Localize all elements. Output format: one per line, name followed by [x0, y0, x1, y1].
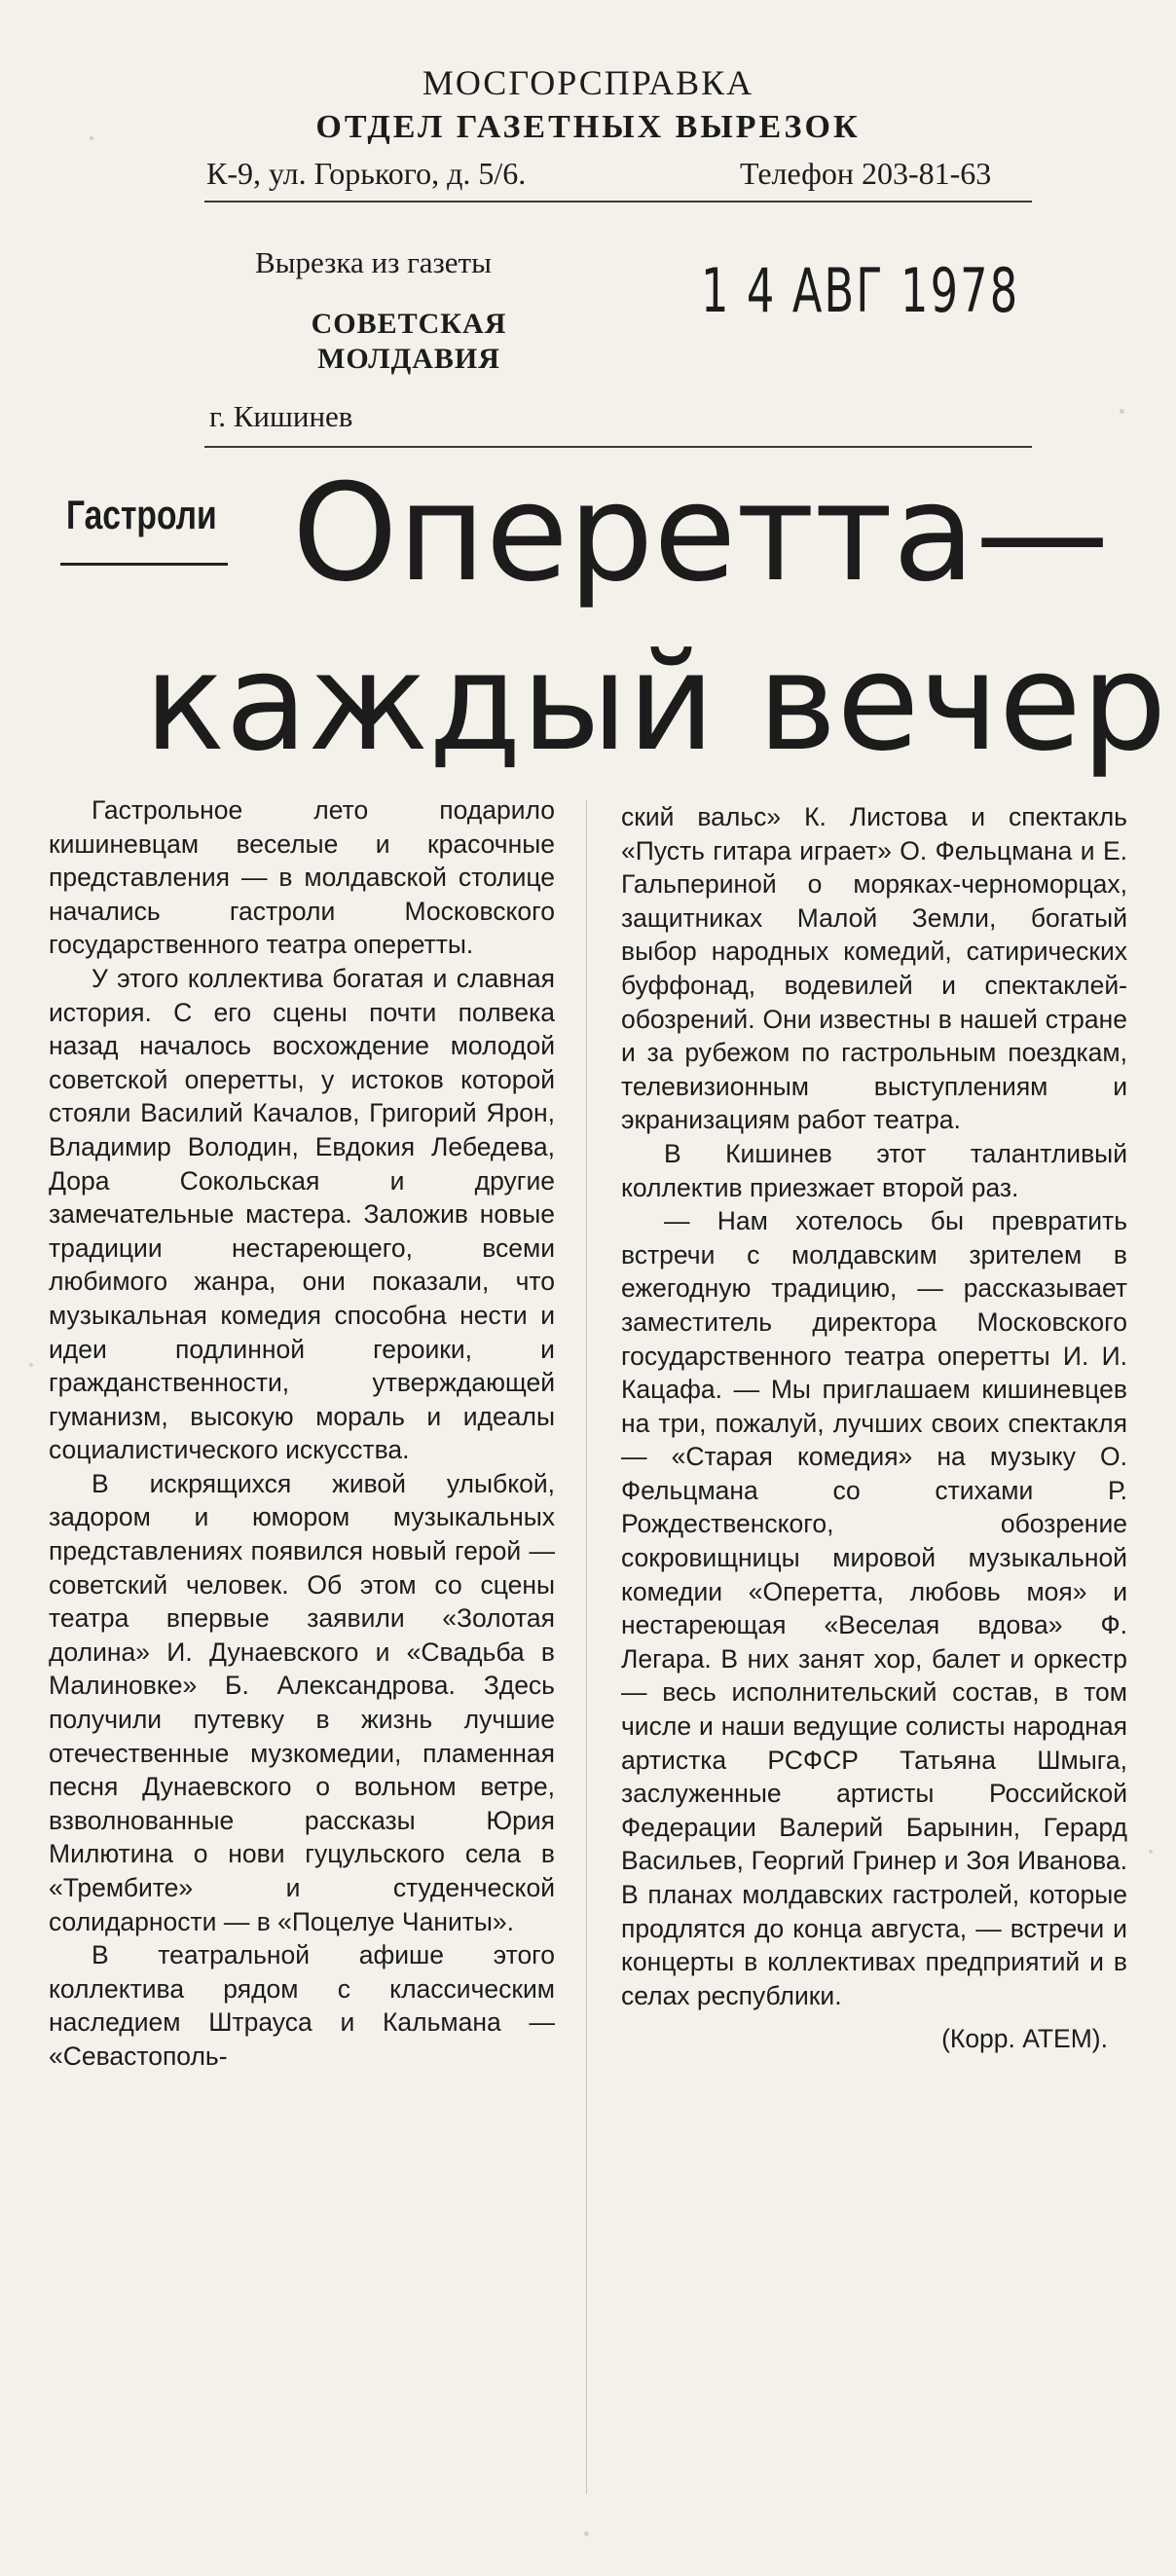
column-divider [586, 800, 587, 2494]
article-signature: (Корр. АТЕМ). [941, 2024, 1108, 2054]
paragraph: — Нам хотелось бы превратить встречи с молдавским зрителем в ежегодную традицию, — рассказывает заместитель директора Московского государственного театра оперетты И. И. Кацафа. — Мы приглашаем кишиневцев на три, пожалуй, лучших своих спектакля — «Старая комедия» на музыку О. Фельцмана со стихами Р. Рождественского, обозрение сокровищницы мировой музыкальной комедии «Оперетта, любовь моя» и нестареющая «Веселая вдова» Ф. Легара. В них занят хор, балет и оркестр — весь исполнительский состав, в том числе и наши ведущие солисты народная артистка РСФСР Татьяна Шмыга, заслуженные артисты Российской Федерации Валерий Барынин, Герард Васильев, Георгий Гринер и Зоя Иванова. В планах молдавских гастролей, которые продлятся до конца августа, — встречи и концерты в коллективах предприятий и в селах республики. [621, 1206, 1127, 2010]
paper-speck [29, 1363, 33, 1367]
article-column-left [49, 793, 555, 2074]
paper-speck [1120, 409, 1124, 414]
stamp-divider [204, 201, 1032, 202]
headline-line-2: каждый вечер [144, 624, 1167, 781]
paragraph: У этого коллектива богатая и славная история. С его сцены почти полвека назад началось восхождение молодой советской оперетты, у истоков которой стояли Василий Качалов, Григорий Ярон, Владимир Володин, Евдокия Лебедева, Дора Сокольская и другие замечательные мастера. Заложив новые традиции нестареющего, всеми любимого жанра, они показали, что музыкальная комедия способна нести и идеи подлинной героики, и гражданственности, утверждающей гуманизм, высокую мораль и идеалы социалистического искусства. [49, 963, 555, 1465]
stamp-address: К-9, ул. Горького, д. 5/6. [206, 156, 527, 191]
paper-speck [1149, 1850, 1153, 1854]
clipping-label: Вырезка из газеты [255, 245, 492, 279]
article-column-right [621, 800, 1127, 2056]
headline-line-1: Оперетта— [292, 455, 1110, 611]
paragraph: ский вальс» К. Листова и спектакль «Пусть гитара играет» О. Фельцмана и Е. Гальпериной о моряках-черноморцах, защитниках Малой Земли, богатый выбор народных комедий, сатирических буффонад, водевилей и спектаклей-обозрений. Они известны в нашей стране и за рубежом по гастрольным поездкам, телевизионным выступлениям и экранизациям работ театра. [621, 802, 1127, 1135]
paragraph: В искрящихся живой улыбкой, задором и юмором музыкальных представлениях появился новый герой — советский человек. Об этом со сцены театра впервые заявили «Золотая долина» И. Дунаевского и «Свадьба в Малиновке» Б. Александрова. Здесь получили путевку в жизнь лучшие отечественные музкомедии, пламенная песня Дунаевского о вольном ветре, взволнованные рассказы Юрия Милютина о нови гуцульского села в «Трембите» и студенческой солидарности — в «Поцелуе Чаниты». [49, 1468, 555, 1936]
paragraph: В театральной афише этого коллектива рядом с классическим наследием Штрауса и Кальмана — «Севастополь- [49, 1940, 555, 2071]
clipping-divider [204, 446, 1032, 448]
rubric-underline [60, 563, 228, 566]
newspaper-name: СОВЕТСКАЯ МОЛДАВИЯ [311, 308, 507, 375]
stamp-organization: МОСГОРСПРАВКА [422, 63, 754, 102]
article-rubric: Гастроли [66, 492, 217, 537]
paper-speck [584, 2531, 589, 2536]
paragraph: Гастрольное лето подарило кишиневцам веселые и красочные представления — в молдавской столице начались гастроли Московского государственного театра оперетты. [49, 795, 555, 960]
stamp-phone: Телефон 203-81-63 [740, 156, 992, 191]
stamp-department: ОТДЕЛ ГАЗЕТНЫХ ВЫРЕЗОК [315, 109, 861, 145]
clipping-date: 1 4 АВГ 1978 [701, 255, 1020, 326]
paragraph: В Кишинев этот талантливый коллектив приезжает второй раз. [621, 1138, 1127, 1202]
clipping-city: г. Кишинев [209, 399, 353, 433]
